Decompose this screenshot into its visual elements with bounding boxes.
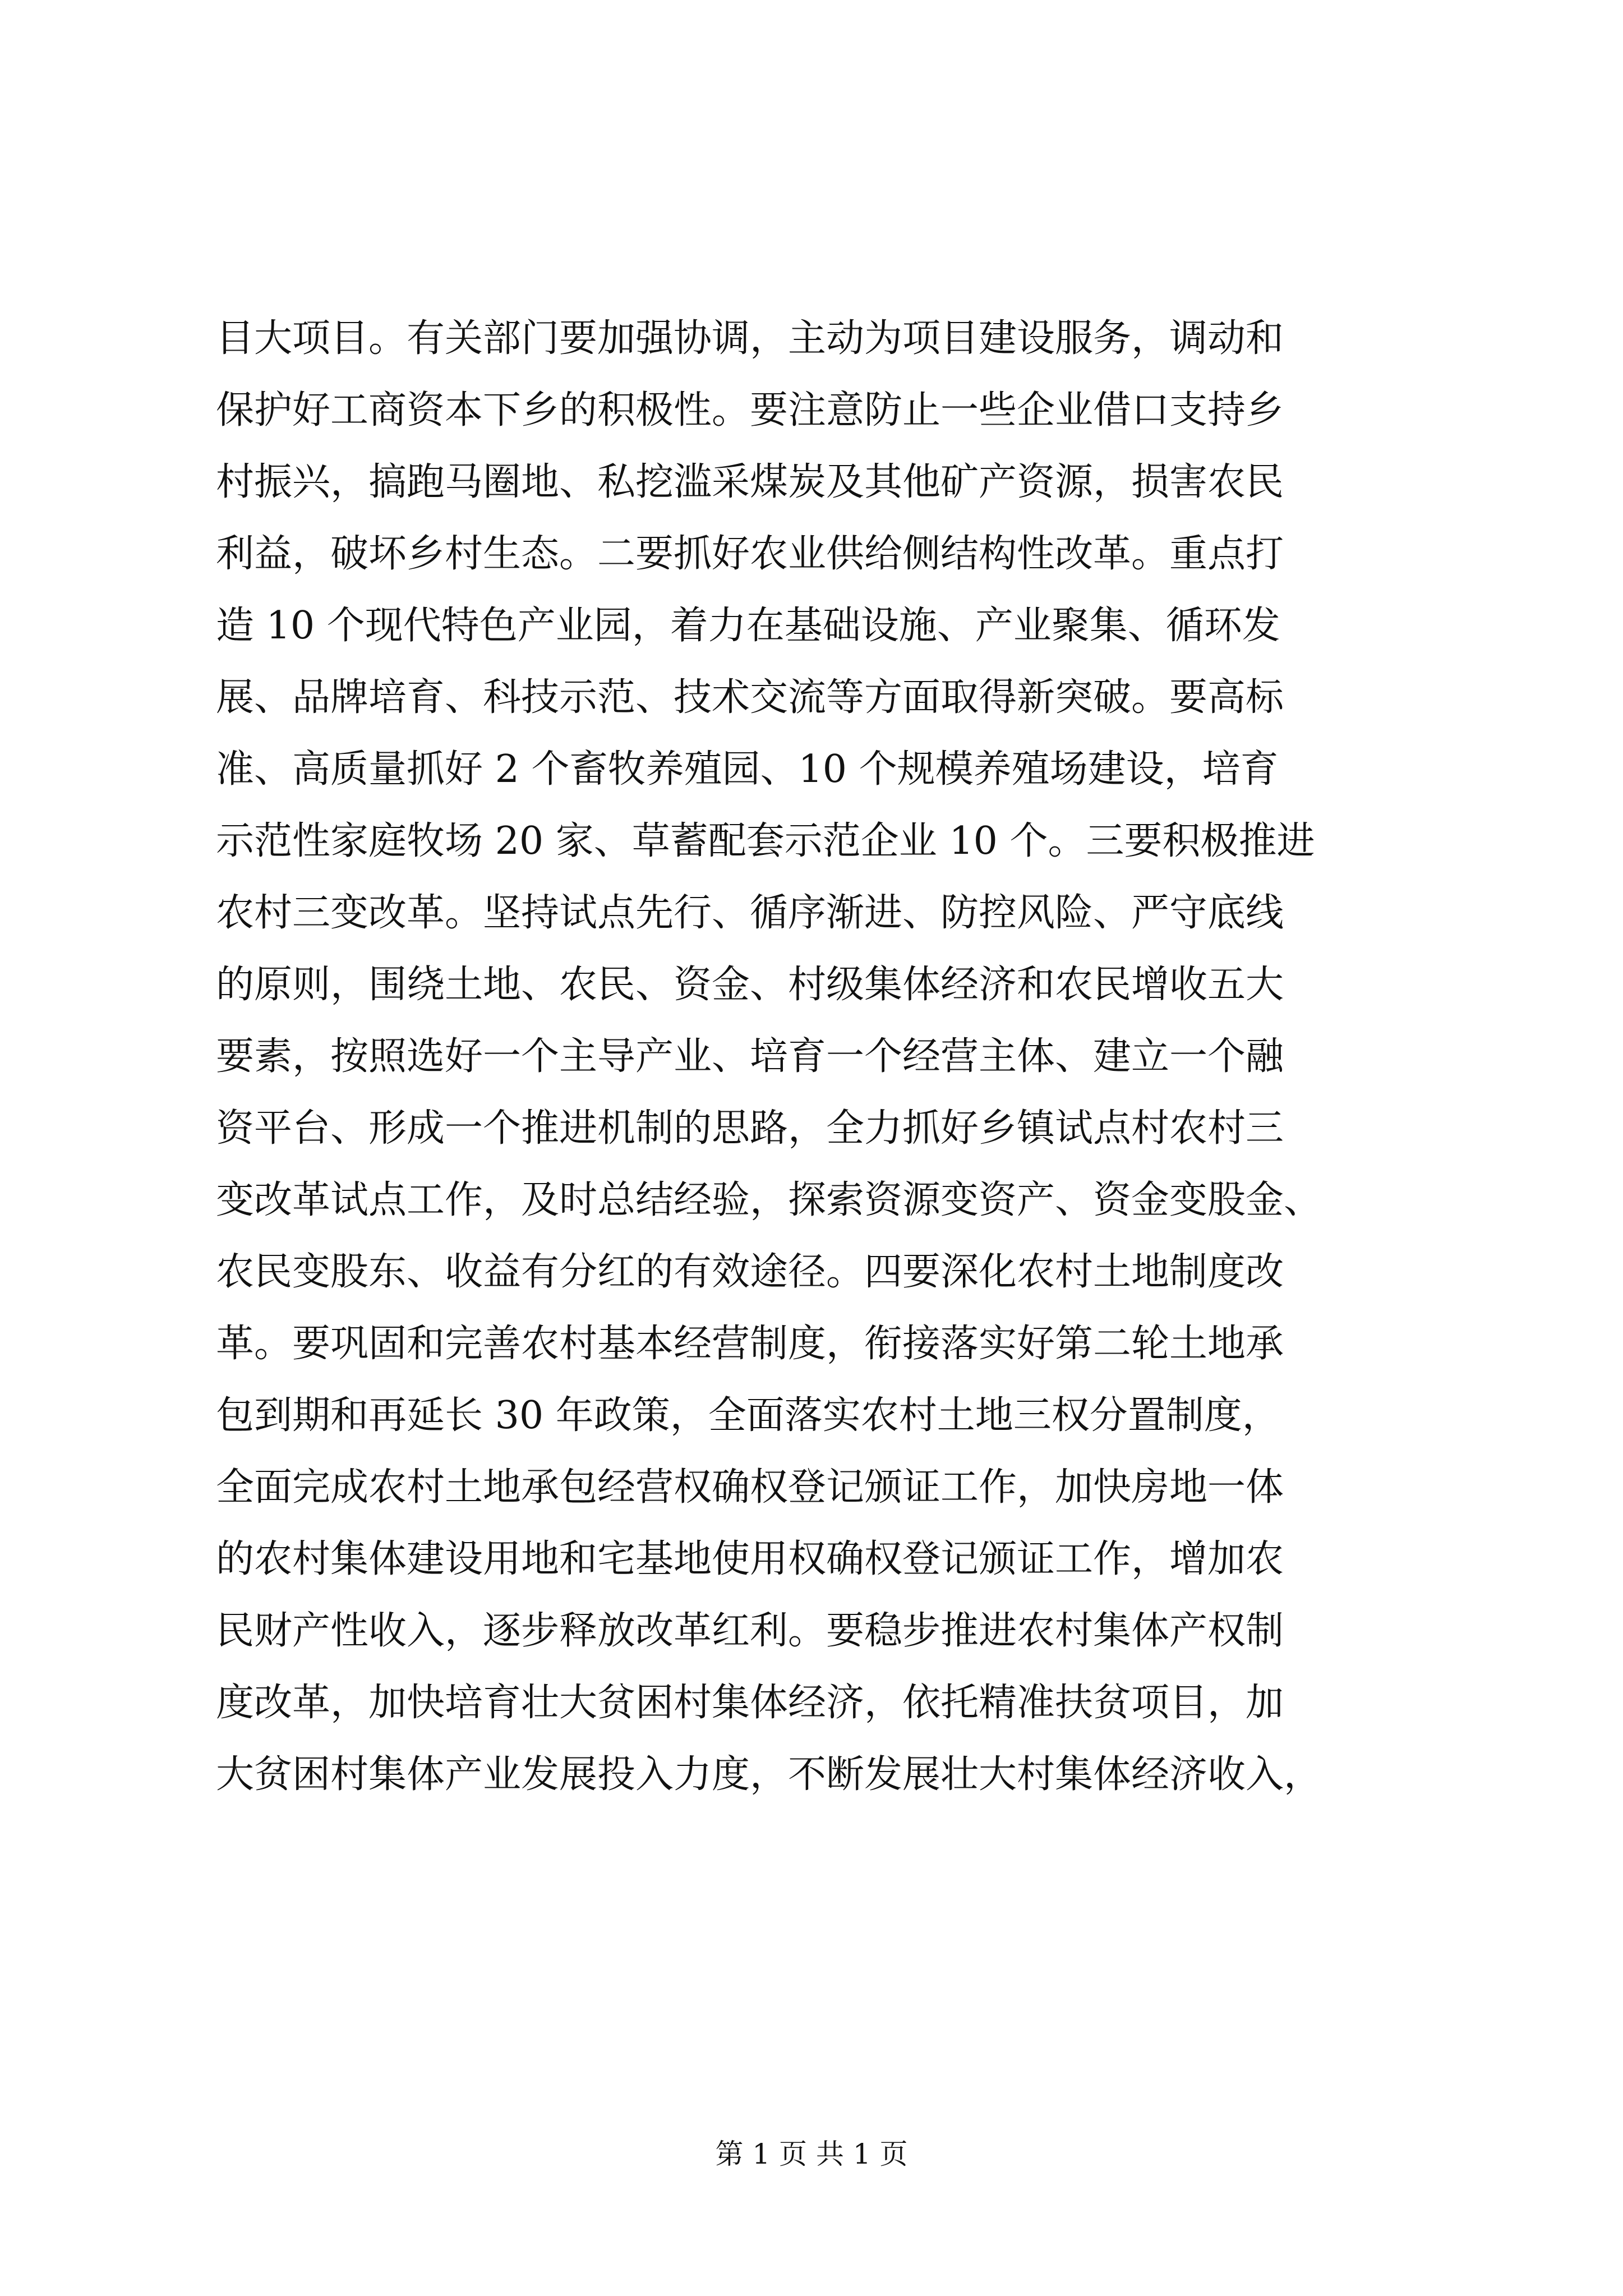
text-line-11: 要素，按照选好一个主导产业、培育一个经营主体、建立一个融: [216, 1034, 1284, 1079]
text-line-16: 包到期和再延长 30 年政策，全面落实农村土地三权分置制度，: [216, 1393, 1280, 1438]
text-line-13: 变改革试点工作，及时总结经验，探索资源变资产、资金变股金、: [216, 1178, 1322, 1222]
text-line-15: 革。要巩固和完善农村基本经营制度，衔接落实好第二轮土地承: [216, 1322, 1284, 1366]
text-line-17: 全面完成农村土地承包经营权确权登记颁证工作，加快房地一体: [216, 1465, 1284, 1510]
page-number-label: 第 1 页 共 1 页: [715, 2138, 908, 2170]
text-line-12: 资平台、形成一个推进机制的思路，全力抓好乡镇试点村农村三: [216, 1106, 1284, 1151]
text-line-20: 度改革，加快培育壮大贫困村集体经济，依托精准扶贫项目，加: [216, 1681, 1284, 1725]
text-line-5: 造 10 个现代特色产业园，着力在基础设施、产业聚集、循环发: [216, 604, 1280, 648]
text-line-7: 准、高质量抓好 2 个畜牧养殖园、10 个规模养殖场建设，培育: [216, 747, 1279, 792]
text-line-19: 民财产性收入，逐步释放改革红利。要稳步推进农村集体产权制: [216, 1609, 1284, 1653]
page-footer: [0, 2132, 1623, 2172]
text-line-1: 目大项目。有关部门要加强协调，主动为项目建设服务，调动和: [216, 316, 1284, 361]
text-line-14: 农民变股东、收益有分红的有效途径。四要深化农村土地制度改: [216, 1250, 1284, 1294]
text-line-21: 大贫困村集体产业发展投入力度，不断发展壮大村集体经济收入，: [216, 1752, 1322, 1797]
text-line-2: 保护好工商资本下乡的积极性。要注意防止一些企业借口支持乡: [216, 388, 1284, 432]
text-line-8: 示范性家庭牧场 20 家、草蓄配套示范企业 10 个。三要积极推进: [216, 819, 1315, 863]
text-line-10: 的原则，围绕土地、农民、资金、村级集体经济和农民增收五大: [216, 963, 1284, 1007]
text-line-18: 的农村集体建设用地和宅基地使用权确权登记颁证工作，增加农: [216, 1537, 1284, 1581]
text-line-6: 展、品牌培育、科技示范、技术交流等方面取得新突破。要高标: [216, 675, 1284, 720]
body-text: [216, 303, 1427, 1811]
text-line-9: 农村三变改革。坚持试点先行、循序渐进、防控风险、严守底线: [216, 891, 1284, 935]
text-line-3: 村振兴，搞跑马圈地、私挖滥采煤炭及其他矿产资源，损害农民: [216, 460, 1284, 504]
text-line-4: 利益，破坏乡村生态。二要抓好农业供给侧结构性改革。重点打: [216, 532, 1284, 576]
